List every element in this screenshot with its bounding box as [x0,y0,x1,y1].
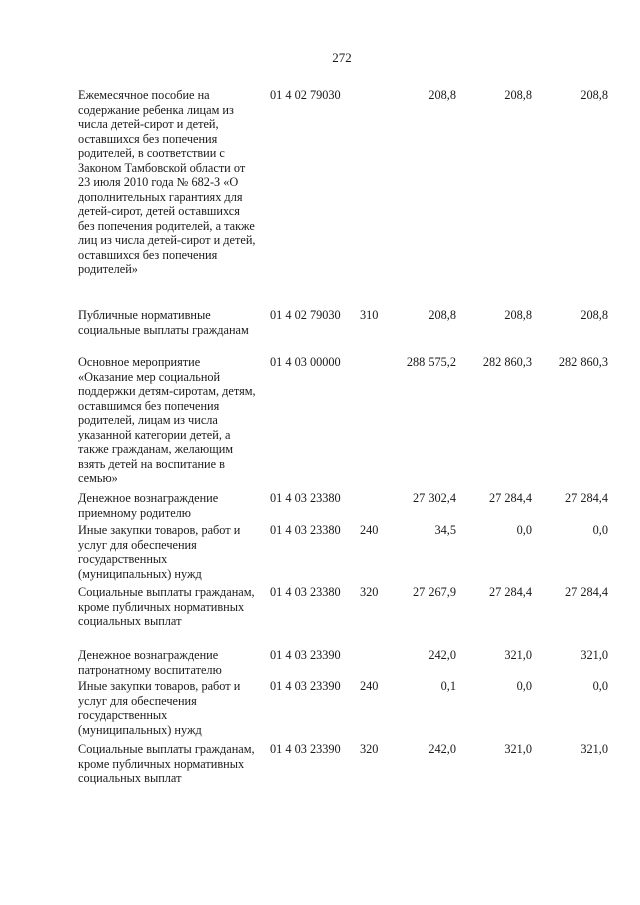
page-number: 272 [332,50,352,65]
row-name: Социальные выплаты гражданам, кроме публичных нормативных социальных выплат [78,585,255,628]
row-name: Публичные нормативные социальные выплаты гражданам [78,308,249,337]
row-name: Иные закупки товаров, работ и услуг для обеспечения государственных (муниципальных) нужд [78,523,241,581]
row-amount-2: 0,0 [516,679,532,693]
row-name: Денежное вознаграждение приемному родителю [78,491,219,520]
row-amount-3: 0,0 [592,679,608,693]
table-row [78,88,614,308]
budget-table [78,88,614,804]
row-type: 310 [360,308,379,322]
row-code: 01 4 03 23380 [270,523,341,537]
row-name: Основное мероприятие «Оказание мер социальной поддержки детям-сиротам, детям, оставшимся без попечения родителей, лицам из числа указанной категории детей, а также гражданам, желающим взять детей на воспитание в семью» [78,355,256,485]
row-amount-1: 242,0 [428,648,456,662]
row-amount-2: 282 860,3 [482,355,532,369]
table-row [78,523,614,585]
row-name: Денежное вознаграждение патронатному воспитателю [78,648,222,677]
row-code: 01 4 03 23380 [270,585,341,599]
row-amount-2: 27 284,4 [488,491,532,505]
row-name: Ежемесячное пособие на содержание ребенка лицам из числа детей-сирот и детей, оставшихся без попечения родителей, в соответствии с Законом Тамбовской области от 23 июля 2010 года № 682-З «О дополнительных гарантиях для детей-сирот, детей оставшихся без попечения родителей, а также лиц из числа детей-сирот и детей, оставшихся без попечения родителей» [78,88,256,276]
row-amount-1: 208,8 [428,308,456,322]
row-amount-1: 27 267,9 [412,585,456,599]
row-amount-3: 321,0 [580,648,608,662]
row-amount-2: 208,8 [504,88,532,102]
table-row [78,679,614,742]
row-amount-3: 282 860,3 [558,355,608,369]
row-amount-3: 0,0 [592,523,608,537]
row-amount-1: 208,8 [428,88,456,102]
row-amount-3: 208,8 [580,308,608,322]
row-amount-1: 242,0 [428,742,456,756]
row-code: 01 4 03 00000 [270,355,341,369]
row-name: Социальные выплаты гражданам, кроме публичных нормативных социальных выплат [78,742,255,785]
row-amount-2: 208,8 [504,308,532,322]
row-code: 01 4 02 79030 [270,308,341,322]
row-amount-2: 321,0 [504,742,532,756]
row-amount-2: 27 284,4 [488,585,532,599]
row-amount-2: 321,0 [504,648,532,662]
row-name: Иные закупки товаров, работ и услуг для обеспечения государственных (муниципальных) нужд [78,679,241,737]
row-amount-2: 0,0 [516,523,532,537]
row-type: 320 [360,585,379,599]
table-row [78,491,614,523]
row-code: 01 4 03 23390 [270,679,341,693]
table-row [78,355,614,491]
row-amount-1: 0,1 [440,679,456,693]
row-code: 01 4 03 23390 [270,742,341,756]
table-row [78,742,614,804]
row-amount-3: 321,0 [580,742,608,756]
row-code: 01 4 03 23380 [270,491,341,505]
row-code: 01 4 03 23390 [270,648,341,662]
table-row [78,585,614,648]
row-amount-1: 288 575,2 [406,355,456,369]
row-amount-3: 27 284,4 [564,491,608,505]
table-row [78,648,614,679]
row-amount-1: 34,5 [434,523,456,537]
row-type: 240 [360,679,379,693]
row-type: 320 [360,742,379,756]
table-row [78,308,614,355]
row-amount-1: 27 302,4 [412,491,456,505]
row-type: 240 [360,523,379,537]
row-amount-3: 208,8 [580,88,608,102]
row-code: 01 4 02 79030 [270,88,341,102]
row-amount-3: 27 284,4 [564,585,608,599]
